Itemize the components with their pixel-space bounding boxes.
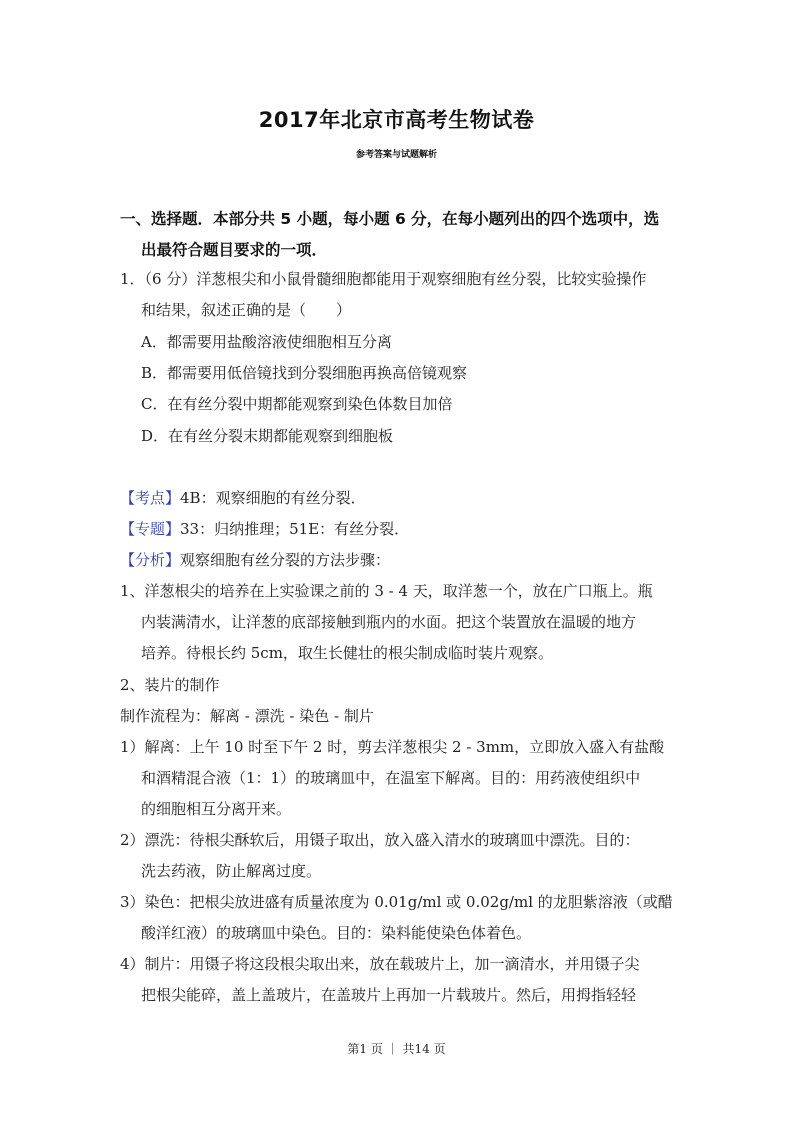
body-line: 把根尖能碎，盖上盖玻片，在盖玻片上再加一片载玻片。然后，用拇指轻轻 [141, 986, 637, 1004]
body-line: 1）解离：上午 10 时至下午 2 时，剪去洋葱根尖 2 - 3mm，立即放入盛入有盐酸 [120, 738, 665, 756]
body-line: 2）漂洗：待根尖酥软后，用镊子取出，放入盛入清水的玻璃皿中漂洗。目的： [120, 831, 640, 849]
option-d: D．在有丝分裂末期都能观察到细胞板 [141, 427, 394, 445]
option-c: C．在有丝分裂中期都能观察到染色体数目加倍 [141, 395, 453, 413]
zhuanti-row [120, 518, 409, 539]
body-line: 制作流程为：解离 - 漂洗 - 染色 - 制片 [120, 707, 374, 725]
question-stem-line-1: 1．（6 分）洋葱根尖和小鼠骨髓细胞都能用于观察细胞有丝分裂，比较实验操作 [120, 270, 647, 288]
fenxi-text: 观察细胞有丝分裂的方法步骤： [180, 551, 391, 569]
option-b: B．都需要用低倍镜找到分裂细胞再换高倍镜观察 [141, 364, 468, 382]
kaodian-tag: 【考点】 [120, 489, 181, 507]
zhuanti-text: 33：归纳推理；51E：有丝分裂． [180, 520, 410, 538]
body-line: 培养。待根长约 5cm，取生长健壮的根尖制成临时装片观察。 [141, 644, 553, 662]
body-line: 2、装片的制作 [120, 676, 220, 694]
section-heading-line-2: 出最符合题目要求的一项． [141, 241, 328, 259]
body-line: 4）制片：用镊子将这段根尖取出来，放在载玻片上，加一滴清水，并用镊子尖 [120, 955, 640, 973]
kaodian-text: 4B：观察细胞的有丝分裂． [180, 489, 366, 507]
body-line: 和酒精混合液（1：1）的玻璃皿中，在温室下解离。目的：用药液使组织中 [141, 769, 641, 787]
body-line: 1、洋葱根尖的培养在上实验课之前的 3 - 4 天，取洋葱一个，放在广口瓶上。瓶 [120, 582, 653, 600]
page-subtitle: 参考答案与试题解析 [355, 150, 437, 160]
fenxi-row [120, 549, 390, 570]
body-line: 内装满清水，让洋葱的底部接触到瓶内的水面。把这个装置放在温暖的地方 [141, 613, 637, 631]
body-line: 酸洋红液）的玻璃皿中染色。目的：染料能使染色体着色。 [141, 924, 532, 942]
body-line: 洗去药液，防止解离过度。 [141, 862, 322, 880]
section-heading-line-1: 一、选择题．本部分共 5 小题，每小题 6 分，在每小题列出的四个选项中，选 [120, 210, 660, 228]
zhuanti-tag: 【专题】 [120, 520, 181, 538]
question-stem-line-2: 和结果，叙述正确的是（ ） [141, 301, 352, 319]
kaodian-row [120, 487, 366, 508]
page-title: 2017年北京市高考生物试卷 [258, 108, 535, 132]
page-footer: 第1 页 ｜ 共14 页 [347, 1042, 446, 1056]
option-a: A．都需要用盐酸溶液使细胞相互分离 [141, 333, 392, 351]
fenxi-tag: 【分析】 [120, 551, 181, 569]
body-line: 3）染色：把根尖放进盛有质量浓度为 0.01g/ml 或 0.02g/ml 的龙胆紫溶液（或醋 [120, 893, 673, 911]
body-line: 的细胞相互分离开来。 [141, 800, 292, 818]
